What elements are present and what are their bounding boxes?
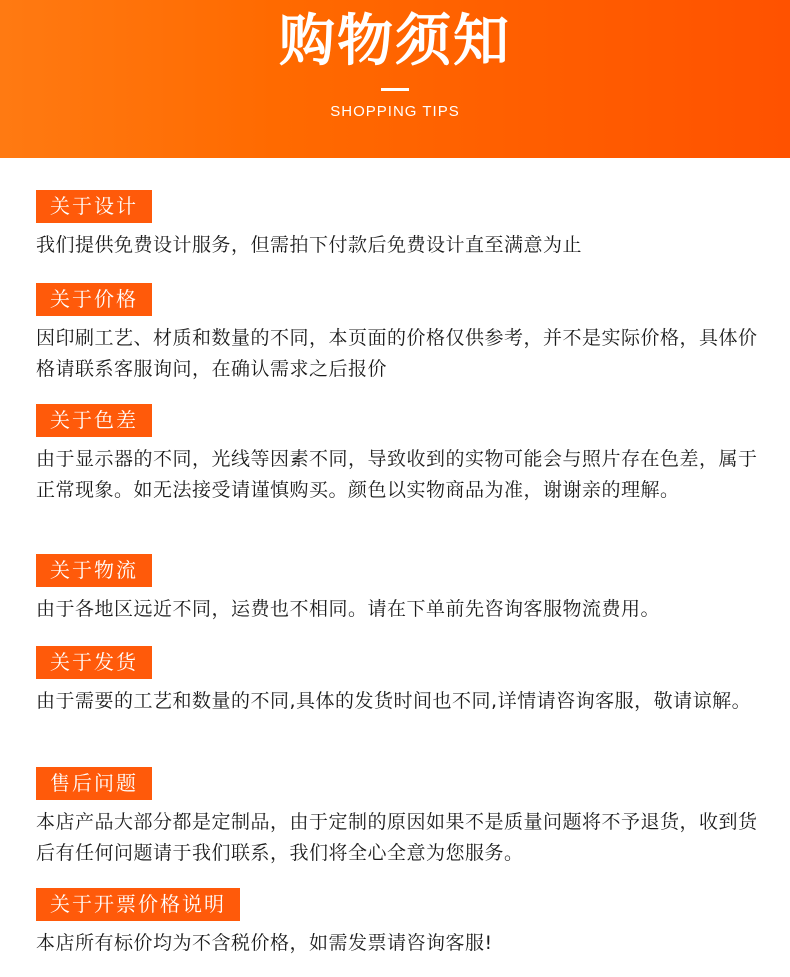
section-after-sales xyxy=(36,767,776,869)
section-logistics xyxy=(36,554,776,625)
section-text: 本店所有标价均为不含税价格，如需发票请咨询客服! xyxy=(36,932,493,954)
section-title-badge: 关于价格 xyxy=(36,283,152,316)
section-title-badge: 关于开票价格说明 xyxy=(36,888,240,921)
page-subtitle: SHOPPING TIPS xyxy=(330,103,460,120)
section-invoice xyxy=(36,888,776,959)
section-title-badge: 关于色差 xyxy=(36,404,152,437)
section-color-difference xyxy=(36,404,776,506)
section-title-badge: 关于发货 xyxy=(36,646,152,679)
section-text: 由于需要的工艺和数量的不同,具体的发货时间也不同,详情请咨询客服，敬请谅解。 xyxy=(36,690,752,712)
title-divider xyxy=(381,88,409,91)
section-text: 本店产品大部分都是定制品，由于定制的原因如果不是质量问题将不予退货，收到货后有任何问题请于我们联系，我们将全心全意为您服务。 xyxy=(36,811,758,864)
section-price xyxy=(36,283,776,385)
section-shipping xyxy=(36,646,776,717)
header-banner xyxy=(0,0,790,158)
section-text: 由于各地区远近不同，运费也不相同。请在下单前先咨询客服物流费用。 xyxy=(36,598,661,620)
section-title-badge: 关于设计 xyxy=(36,190,152,223)
section-design xyxy=(36,190,776,261)
page-title: 购物须知 xyxy=(279,9,511,74)
section-text: 由于显示器的不同，光线等因素不同，导致收到的实物可能会与照片存在色差，属于正常现象。如无法接受请谨慎购买。颜色以实物商品为准，谢谢亲的理解。 xyxy=(36,448,758,501)
section-title-badge: 售后问题 xyxy=(36,767,152,800)
section-text: 我们提供免费设计服务，但需拍下付款后免费设计直至满意为止 xyxy=(36,234,583,256)
section-title-badge: 关于物流 xyxy=(36,554,152,587)
section-text: 因印刷工艺、材质和数量的不同，本页面的价格仅供参考，并不是实际价格，具体价格请联系客服询问，在确认需求之后报价 xyxy=(36,327,758,380)
